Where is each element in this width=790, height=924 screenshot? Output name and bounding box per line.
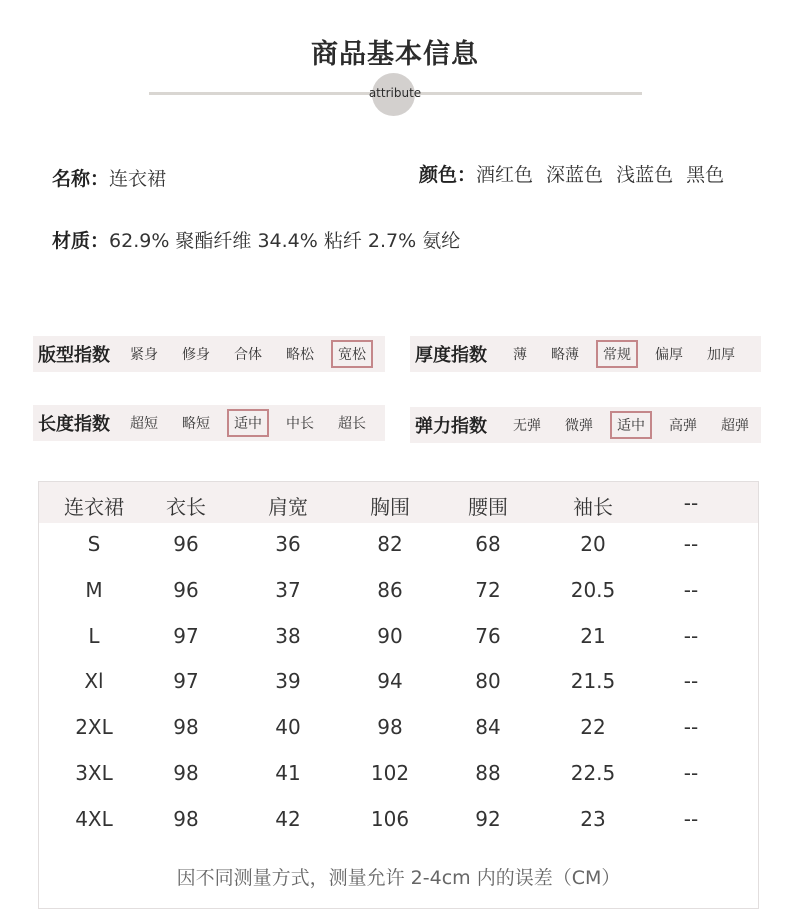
size-table bbox=[38, 481, 759, 909]
size-label-cell: S bbox=[87, 532, 101, 556]
size-value-cell: 20 bbox=[580, 532, 606, 556]
color-value: 深蓝色 bbox=[546, 164, 604, 186]
elasticity-index-label: 弹力指数 bbox=[415, 416, 487, 437]
measurement-footnote: 因不同测量方式，测量允许 2-4cm 内的误差（CM） bbox=[176, 867, 621, 889]
size-value-cell: 68 bbox=[475, 532, 501, 556]
size-label-cell: L bbox=[88, 623, 100, 648]
size-value-cell: 84 bbox=[475, 715, 501, 740]
length-option: 略短 bbox=[182, 416, 210, 432]
elasticity-option-selected: 适中 bbox=[610, 411, 652, 439]
material-value: 62.9% 聚酯纤维 34.4% 粘纤 2.7% 氨纶 bbox=[109, 230, 461, 252]
size-label-cell: M bbox=[85, 577, 103, 602]
size-value-cell: 97 bbox=[173, 669, 199, 694]
size-value-cell: -- bbox=[683, 532, 699, 556]
size-value-cell: -- bbox=[683, 577, 699, 602]
size-value-cell: 39 bbox=[275, 669, 301, 694]
size-value-cell: 37 bbox=[275, 577, 301, 602]
size-value-cell: 76 bbox=[475, 623, 501, 648]
color-value: 浅蓝色 bbox=[616, 164, 674, 186]
color-label: 颜色 bbox=[419, 164, 458, 186]
header-cell: 袖长 bbox=[573, 495, 613, 519]
size-value-cell: 94 bbox=[377, 669, 403, 694]
size-value-cell: 92 bbox=[475, 806, 501, 831]
elasticity-option: 超弹 bbox=[721, 418, 749, 434]
size-value-cell: 21 bbox=[580, 623, 606, 648]
header-cell: 连衣裙 bbox=[64, 495, 124, 519]
elasticity-index-bar bbox=[410, 407, 761, 443]
page-title: 商品基本信息 bbox=[311, 39, 479, 70]
size-value-cell: 98 bbox=[173, 806, 199, 831]
size-value-cell: 98 bbox=[377, 715, 403, 740]
size-value-cell: -- bbox=[683, 669, 699, 694]
elasticity-option: 微弹 bbox=[565, 418, 593, 434]
thickness-index-label: 厚度指数 bbox=[415, 345, 487, 366]
thickness-option: 略薄 bbox=[551, 347, 579, 363]
size-value-cell: 72 bbox=[475, 577, 501, 602]
size-value-cell: 96 bbox=[173, 532, 199, 556]
fit-index-label: 版型指数 bbox=[38, 345, 110, 366]
fit-option-selected: 宽松 bbox=[331, 340, 373, 368]
fit-option: 修身 bbox=[182, 347, 210, 363]
size-table-header bbox=[39, 482, 758, 523]
color-value: 黑色 bbox=[686, 164, 725, 186]
elasticity-option: 无弹 bbox=[513, 418, 541, 434]
size-value-cell: 86 bbox=[377, 577, 403, 602]
color-value: 酒红色 bbox=[476, 164, 534, 186]
length-option-selected: 适中 bbox=[227, 409, 269, 437]
header-cell: 胸围 bbox=[370, 495, 410, 519]
product-color-field: 颜色：酒红色 深蓝色 浅蓝色 黑色 bbox=[419, 164, 725, 186]
size-value-cell: 98 bbox=[173, 715, 199, 740]
size-value-cell: 90 bbox=[377, 623, 403, 648]
size-value-cell: 22 bbox=[580, 715, 606, 740]
size-value-cell: -- bbox=[683, 715, 699, 740]
fit-option: 紧身 bbox=[130, 347, 158, 363]
size-value-cell: 42 bbox=[275, 806, 301, 831]
size-value-cell: 96 bbox=[173, 577, 199, 602]
size-value-cell: 82 bbox=[377, 532, 403, 556]
size-value-cell: 102 bbox=[370, 761, 410, 785]
thickness-option: 薄 bbox=[513, 347, 527, 363]
size-value-cell: 23 bbox=[580, 806, 606, 831]
length-option: 中长 bbox=[286, 416, 314, 432]
header-cell: 肩宽 bbox=[268, 495, 308, 519]
thickness-option-selected: 常规 bbox=[596, 340, 638, 368]
size-value-cell: 106 bbox=[370, 806, 410, 831]
size-value-cell: -- bbox=[683, 623, 699, 648]
length-index-bar bbox=[33, 405, 385, 441]
size-label-cell: 3XL bbox=[75, 761, 113, 785]
size-value-cell: -- bbox=[683, 806, 699, 831]
size-value-cell: 80 bbox=[475, 669, 501, 694]
thickness-index-bar bbox=[410, 336, 761, 372]
name-label: 名称 bbox=[52, 168, 91, 190]
size-label-cell: 2XL bbox=[75, 715, 113, 740]
thickness-option: 偏厚 bbox=[655, 347, 683, 363]
product-name-field: 名称：连衣裙 bbox=[52, 168, 167, 190]
fit-index-bar bbox=[33, 336, 385, 372]
size-label-cell: 4XL bbox=[75, 806, 113, 831]
header-cell: -- bbox=[683, 491, 699, 515]
thickness-option: 加厚 bbox=[707, 347, 735, 363]
size-label-cell: Xl bbox=[84, 669, 104, 694]
size-value-cell: 98 bbox=[173, 761, 199, 785]
size-value-cell: -- bbox=[683, 761, 699, 785]
size-value-cell: 41 bbox=[275, 761, 301, 785]
size-value-cell: 21.5 bbox=[570, 669, 616, 694]
size-value-cell: 88 bbox=[475, 761, 501, 785]
size-value-cell: 97 bbox=[173, 623, 199, 648]
name-value: 连衣裙 bbox=[109, 168, 167, 190]
size-value-cell: 36 bbox=[275, 532, 301, 556]
size-value-cell: 40 bbox=[275, 715, 301, 740]
product-material-field: 材质：62.9% 聚酯纤维 34.4% 粘纤 2.7% 氨纶 bbox=[52, 230, 461, 252]
length-option: 超长 bbox=[338, 416, 366, 432]
header-cell: 衣长 bbox=[166, 495, 206, 519]
material-label: 材质 bbox=[52, 230, 91, 252]
header-cell: 腰围 bbox=[468, 495, 508, 519]
length-index-label: 长度指数 bbox=[38, 414, 110, 435]
fit-option: 合体 bbox=[234, 347, 262, 363]
size-value-cell: 22.5 bbox=[570, 761, 616, 785]
fit-option: 略松 bbox=[286, 347, 314, 363]
page-subtitle: attribute bbox=[368, 86, 422, 100]
length-option: 超短 bbox=[130, 416, 158, 432]
size-value-cell: 20.5 bbox=[570, 577, 616, 602]
size-value-cell: 38 bbox=[275, 623, 301, 648]
elasticity-option: 高弹 bbox=[669, 418, 697, 434]
